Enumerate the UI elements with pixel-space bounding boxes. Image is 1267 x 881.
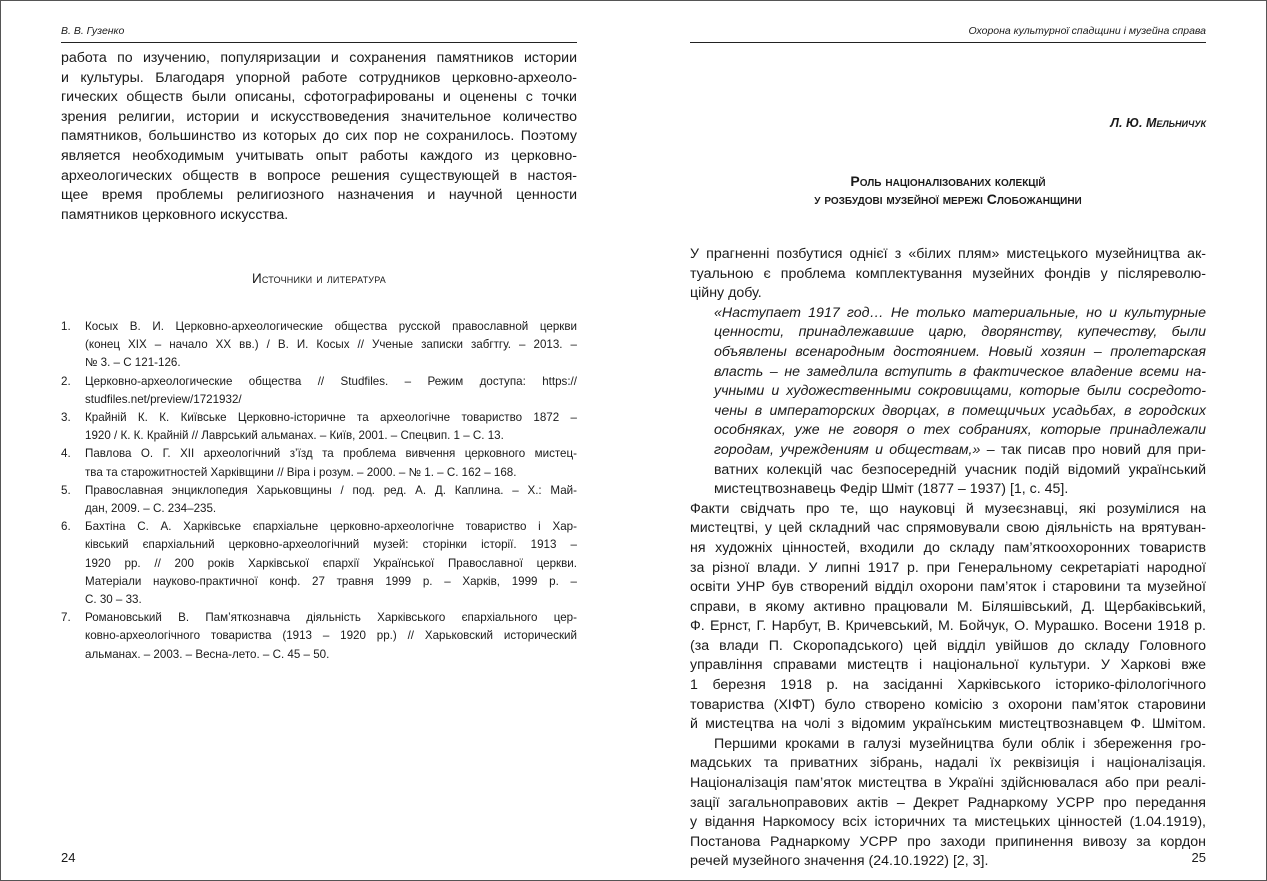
left-page	[61, 1, 577, 880]
reference-line: ківський єпархіальний церковно-археологічний музей: сторінки історії. 1913 –	[85, 538, 577, 552]
article-author	[1110, 116, 1206, 130]
quote-attribution: – так писав про новий для при-	[980, 441, 1206, 458]
article-body	[690, 245, 1206, 872]
quote-line	[714, 441, 1206, 461]
text-line: 1 березня 1918 р. на засіданні Харківського історико-філологічного	[690, 677, 1206, 694]
reference-line: Бахтіна С. А. Харківське єпархіальне церковно-археологічне товариство і Хар-	[85, 520, 577, 534]
quote-line: «Наступает 1917 год… Не только материальные, но и культурные	[714, 304, 1206, 321]
text-line: работа по изучению, популяризации и сохранения памятников истории	[61, 50, 577, 66]
reference-number: 5.	[61, 483, 71, 497]
quote-line: особняках, уже не говоря о тех собраниях, которые принадлежали	[714, 422, 1206, 439]
left-intro-paragraph	[61, 49, 577, 225]
reference-number: 1.	[61, 320, 71, 333]
text-line: освіти УНР був створений відділ охорони пам’яток і старовини та музейної	[690, 579, 1206, 596]
text-line: является необходимым учитывать опыт работы каждого из церковно-	[61, 147, 577, 164]
running-head-right: Охорона культурної спадщини і музейна справа	[690, 25, 1206, 43]
reference-number: 6.	[61, 520, 71, 534]
page-number-right: 25	[1191, 850, 1206, 865]
quote-line: ценности, принадлежавшие царю, дворянству, купечеству, были	[714, 324, 1206, 341]
text-line: за різної влади. У липні 1917 р. при Генеральному секретаріаті народної	[690, 559, 1206, 576]
reference-number: 4.	[61, 447, 71, 461]
reference-line: Церковно-археологические общества // Studfiles. – Режим доступа: https://	[85, 374, 577, 388]
text-line: (за влади П. Скоропадського) цей відділ увійшов до складу Головного	[690, 637, 1206, 654]
reference-line: 1920 рр. // 200 років Харківської єпархії Української Православної церкви.	[85, 556, 577, 570]
quote-line: власть – не замедлила вступить в фактическое владение всеми на-	[714, 363, 1206, 380]
references-list	[61, 318, 577, 664]
text-line: справи, в якому активно працювали М. Біляшівський, Д. Щербаківський,	[690, 598, 1206, 615]
text-line: и культуры. Благодаря упорной работе сотрудников церковно-археоло-	[61, 69, 577, 86]
text-line: туальною є проблема комплектування музейних фондів у післяреволю-	[690, 265, 1206, 282]
text-line: Ф. Ернст, Г. Нарбут, В. Кричевський, М. Бойчук, О. Мурашко. Восени 1918 р.	[690, 618, 1206, 635]
reference-item	[61, 609, 577, 664]
text-line: памятников церковного искусства.	[61, 206, 289, 223]
text-line: памятников, большинство из которых до сих пор не сохранилось. Поэтому	[61, 128, 577, 145]
reference-item	[61, 409, 577, 445]
reference-item	[61, 482, 577, 518]
reference-line: Матеріали науково-практичної конф. 27 травня 1999 р. – Харків, 1999 р. –	[85, 574, 577, 588]
text-line: зрения религии, истории и искусствоведения значительное количество	[61, 108, 577, 125]
title-line: Роль націоналізованих колекцій	[850, 173, 1046, 189]
author-initials: Л. Ю.	[1110, 116, 1143, 130]
text-line: речей музейного значення (24.10.1922) [2, 3].	[690, 853, 989, 870]
text-line: ня художніх цінностей, входили до складу пам’яткоохоронних товариств	[690, 539, 1206, 556]
text-line: товариства (ХІФТ) було створено комісію з охорони пам’яток старовини	[690, 696, 1206, 713]
quote-line: ватних колекцій час безпосередній учасник подій відомий український	[714, 461, 1206, 478]
quote-line: объявлены всенародным достоянием. Новый хозяин – пролетарская	[714, 343, 1206, 360]
reference-number: 2.	[61, 374, 71, 388]
text-line: Першими кроками в галузі музейництва були облік і збереження гро-	[714, 735, 1206, 752]
reference-number: 3.	[61, 411, 71, 425]
text-line: Факти свідчать про те, що науковці й музеєзнавці, які розумілися на	[690, 500, 1206, 517]
quote-line: чены в императорских дворцах, в помещичьих усадьбах, в городских	[714, 402, 1206, 419]
quote-line: мистецтвознавець Федір Шміт (1877 – 1937) [1, с. 45].	[714, 481, 1069, 498]
reference-item	[61, 318, 577, 373]
reference-line: № 3. – С 121-126.	[85, 356, 181, 370]
sources-heading: Источники и литература	[251, 271, 387, 286]
title-line: у розбудові музейної мережі Слобожанщини	[814, 191, 1082, 207]
reference-line: дан, 2009. – С. 234–235.	[85, 502, 217, 516]
reference-line: Православная энциклопедия Харьковщины / под. ред. А. Д. Каплина. – Х.: Май-	[85, 483, 577, 497]
article-title	[690, 172, 1206, 208]
reference-line: Крайній К. К. Київське Церковно-історичне та археологічне товариство 1872 –	[85, 411, 577, 425]
right-page	[690, 1, 1206, 880]
reference-line: 1920 / К. К. Крайній // Лаврський альманах. – Київ, 2001. – Спецвип. 1 – С. 13.	[85, 429, 504, 443]
text-line: Постанова Раднаркому УСРР про заходи припинення вивозу за кордон	[690, 833, 1206, 850]
text-line: зації загальноправових актів – Декрет Раднаркому УСРР про передання	[690, 794, 1206, 811]
text-line: мистецтві, у цей складний час спрямовували свою діяльність на врятуван-	[690, 520, 1206, 537]
text-line: щее время проблемы религиозного назначения и научной ценности	[61, 187, 577, 204]
reference-line: Романовський В. Пам’яткознавча діяльність Харківського єпархіального цер-	[85, 611, 577, 625]
text-line: ційну добу.	[690, 285, 762, 302]
text-line: управління справами мистецтв і національної культури. У Харкові вже	[690, 657, 1206, 674]
page-number-left: 24	[61, 850, 76, 865]
reference-item	[61, 373, 577, 409]
text-line: гических обществ были описаны, сфотографированы и оценены с точки	[61, 89, 577, 106]
reference-line: Косых В. И. Церковно-археологические общества русской православной церкви	[85, 320, 577, 333]
quote-italic-end: городам, учреждениям и обществам,»	[714, 441, 981, 458]
text-line: у відання Наркомосу всіх історичних та мистецьких цінностей (1.04.1919),	[690, 814, 1206, 831]
reference-line: (конец XIX – начало XX вв.) / В. И. Косых // Ученые записки забгтгу. – 2013. –	[85, 338, 577, 352]
running-head-left: В. В. Гузенко	[61, 25, 577, 43]
text-line: мадських та приватних зібрань, надалі їх реквізиція і націоналізація.	[690, 755, 1206, 772]
text-line: У прагненні позбутися однієї з «білих плям» мистецького музейництва ак-	[690, 246, 1206, 262]
reference-number: 7.	[61, 611, 71, 625]
text-line: й мистецтва на чолі з відомим українським мистецтвознавцем Ф. Шмітом.	[690, 716, 1206, 733]
text-line: Націоналізація пам’яток мистецтва в Україні здійснювалася або при реалі-	[690, 775, 1206, 792]
text-line: археологических обществ в вопросе решения существующей в настоя-	[61, 167, 577, 184]
reference-item	[61, 518, 577, 609]
reference-line: альманах. – 2003. – Весна-лето. – С. 45 – 50.	[85, 647, 330, 661]
quote-block	[690, 304, 1206, 500]
author-surname: Мельничук	[1145, 116, 1206, 130]
reference-line: ковно-археологічного товариства (1913 – 1920 рр.) // Харьковский исторический	[85, 629, 577, 643]
reference-line: тва та старожитностей Харківщини // Віра і розум. – 2000. – № 1. – С. 162 – 168.	[85, 465, 517, 479]
reference-line: Павлова О. Г. XII археологічний з’їзд та проблема вивчення церковного мистец-	[85, 447, 577, 461]
reference-line: studfiles.net/preview/1721932/	[85, 392, 242, 406]
reference-item	[61, 445, 577, 481]
reference-line: С. 30 – 33.	[85, 593, 142, 607]
quote-line: учными и художественными сокровищами, которые были сосредото-	[714, 383, 1206, 400]
